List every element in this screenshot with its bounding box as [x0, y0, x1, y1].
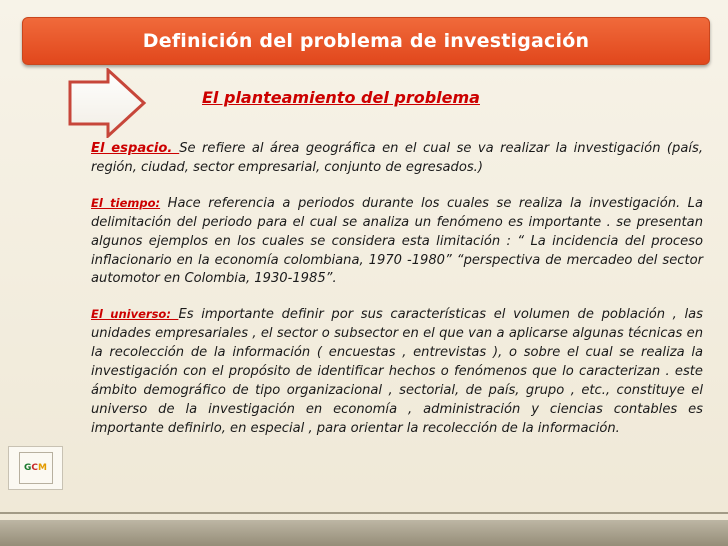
title-bar: [22, 17, 710, 65]
footer-divider: [0, 512, 728, 514]
paragraph-universo: [91, 305, 703, 438]
paragraph-espacio: [91, 140, 703, 178]
gcm-logo: [8, 446, 63, 490]
footer-bar: [0, 520, 728, 546]
slide-title: Definición del problema de investigación: [142, 30, 590, 52]
paragraph-tiempo: [91, 194, 703, 290]
text-espacio: Se refiere al área geográfica en el cual se va realizar la investigación (país, región, ciudad, sector empresarial, conjunto de egresados.): [91, 141, 703, 175]
label-universo: El universo:: [91, 307, 179, 322]
logo-letter-m: M: [38, 463, 47, 473]
gcm-logo-mark: [19, 452, 53, 484]
text-tiempo: Hace referencia a periodos durante los cuales se realiza la investigación. La delimitación del periodo para el cual se analiza un fenómeno es importante . se presentan algunos ejemplos en los cuales se considera esta limitación : “ La incidencia del proceso inflacionario en la economía colombiana, 1970 -1980” “perspectiva de mercadeo del sector automotor en Colombia, 1930-1985”.: [91, 195, 703, 287]
section-subtitle: El planteamiento del problema: [202, 88, 480, 107]
label-espacio: El espacio.: [91, 141, 180, 156]
right-arrow-icon: [68, 68, 218, 138]
logo-letter-g: G: [24, 463, 32, 473]
content-body: [91, 140, 703, 455]
text-universo: Es importante definir por sus características el volumen de población , las unidades empresariales , el sector o subsector en el que van a aplicarse algunas técnicas en la recolección de la información ( encuestas , entrevistas ), o sobre el cual se realiza la investigación con el propósito de identificar hechos o fenómenos que lo caracterizan . este ámbito demográfico de tipo organizacional , sectorial, de país, grupo , etc., constituye el universo de la investigación en economía , administración y ciencias contables es importante definirlo, en especial , para orientar la recolección de la información.: [91, 307, 703, 436]
logo-letter-c: C: [31, 463, 39, 473]
label-tiempo: El tiempo:: [91, 195, 161, 210]
